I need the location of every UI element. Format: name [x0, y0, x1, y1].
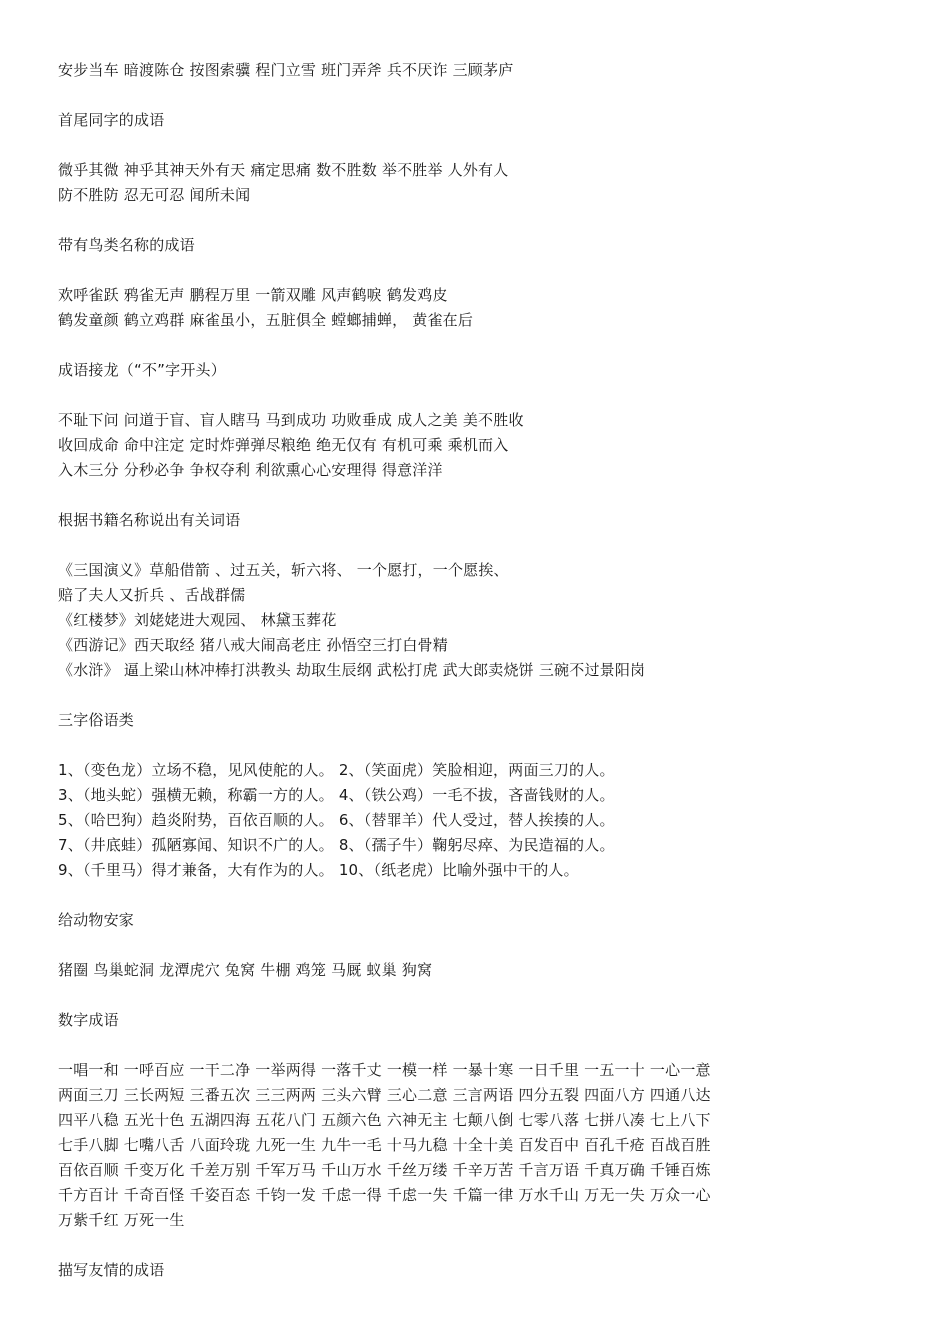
text-line: 防不胜防 忍无可忍 闻所未闻	[58, 186, 251, 204]
text-line: 七手八脚 七嘴八舌 八面玲珑 九死一生 九牛一毛 十马九稳 十全十美 百发百中 百孔千疮 百战百胜	[58, 1136, 711, 1154]
text-line: 赔了夫人又折兵 、舌战群儒	[58, 586, 246, 604]
text-line: 7、（井底蛙）孤陋寡闻、知识不广的人。 8、（孺子牛）鞠躬尽瘁、为民造福的人。	[58, 836, 615, 854]
text-line: 入木三分 分秒必争 争权夺利 利欲熏心心安理得 得意洋洋	[58, 461, 443, 479]
text-line: 微乎其微 神乎其神天外有天 痛定思痛 数不胜数 举不胜举 人外有人	[58, 161, 509, 179]
text-line: 《水浒》 逼上梁山林冲棒打洪教头 劫取生辰纲 武松打虎 武大郎卖烧饼 三碗不过景阳岗	[58, 661, 646, 679]
text-line: 收回成命 命中注定 定时炸弹弹尽粮绝 绝无仅有 有机可乘 乘机而入	[58, 436, 509, 454]
section-friendship-idioms	[58, 1258, 918, 1283]
section-heading: 三字俗语类	[58, 711, 135, 729]
section-heading: 带有鸟类名称的成语	[58, 236, 195, 254]
text-line: 四平八稳 五光十色 五湖四海 五花八门 五颜六色 六神无主 七颠八倒 七零八落 七拼八凑 七上八下	[58, 1111, 711, 1129]
text-line: 百依百顺 千变万化 千差万别 千军万马 千山万水 千丝万缕 千辛万苦 千言万语 千真万确 千锤百炼	[58, 1161, 711, 1179]
text-line: 1、（变色龙）立场不稳，见风使舵的人。 2、（笑面虎）笑脸相迎，两面三刀的人。	[58, 761, 615, 779]
text-line: 《红楼梦》刘姥姥进大观园、 林黛玉葬花	[58, 611, 337, 629]
text-line: 不耻下问 问道于盲、盲人瞎马 马到成功 功败垂成 成人之美 美不胜收	[58, 411, 524, 429]
section-head-tail-same-char	[58, 108, 918, 208]
section-heading: 首尾同字的成语	[58, 111, 165, 129]
document-page	[58, 58, 918, 1283]
section-heading: 根据书籍名称说出有关词语	[58, 511, 241, 529]
text-line: 猪圈 鸟巢蛇洞 龙潭虎穴 兔窝 牛棚 鸡笼 马厩 蚁巢 狗窝	[58, 961, 433, 979]
text-line: 万紫千红 万死一生	[58, 1211, 185, 1229]
text-line: 欢呼雀跃 鸦雀无声 鹏程万里 一箭双雕 风声鹤唳 鹤发鸡皮	[58, 286, 448, 304]
section-number-idioms	[58, 1008, 918, 1233]
intro-block	[58, 58, 918, 83]
text-line: 9、（千里马）得才兼备，大有作为的人。 10、（纸老虎）比喻外强中干的人。	[58, 861, 579, 879]
section-idiom-chain	[58, 358, 918, 483]
text-line: 两面三刀 三长两短 三番五次 三三两两 三头六臂 三心二意 三言两语 四分五裂 四面八方 四通八达	[58, 1086, 711, 1104]
text-line: 《三国演义》草船借箭 、过五关，斩六将、 一个愿打，一个愿挨、	[58, 561, 509, 579]
section-animal-homes	[58, 908, 918, 983]
section-heading: 给动物安家	[58, 911, 135, 929]
section-heading: 描写友情的成语	[58, 1261, 165, 1279]
text-line: 3、（地头蛇）强横无赖，称霸一方的人。 4、（铁公鸡）一毛不拔，吝啬钱财的人。	[58, 786, 615, 804]
section-three-char-sayings	[58, 708, 918, 883]
text-line: 一唱一和 一呼百应 一干二净 一举两得 一落千丈 一模一样 一暴十寒 一日千里 一五一十 一心一意	[58, 1061, 711, 1079]
text-line: 鹤发童颜 鹤立鸡群 麻雀虽小，五脏俱全 螳螂捕蝉， 黄雀在后	[58, 311, 474, 329]
section-bird-idioms	[58, 233, 918, 333]
text-line: 安步当车 暗渡陈仓 按图索骥 程门立雪 班门弄斧 兵不厌诈 三顾茅庐	[58, 61, 514, 79]
text-line: 5、（哈巴狗）趋炎附势，百依百顺的人。 6、（替罪羊）代人受过，替人挨揍的人。	[58, 811, 615, 829]
section-book-phrases	[58, 508, 918, 683]
text-line: 《西游记》西天取经 猪八戒大闹高老庄 孙悟空三打白骨精	[58, 636, 448, 654]
section-heading: 成语接龙（“不”字开头）	[58, 361, 226, 379]
section-heading: 数字成语	[58, 1011, 119, 1029]
text-line: 千方百计 千奇百怪 千姿百态 千钧一发 千虑一得 千虑一失 千篇一律 万水千山 万无一失 万众一心	[58, 1186, 711, 1204]
